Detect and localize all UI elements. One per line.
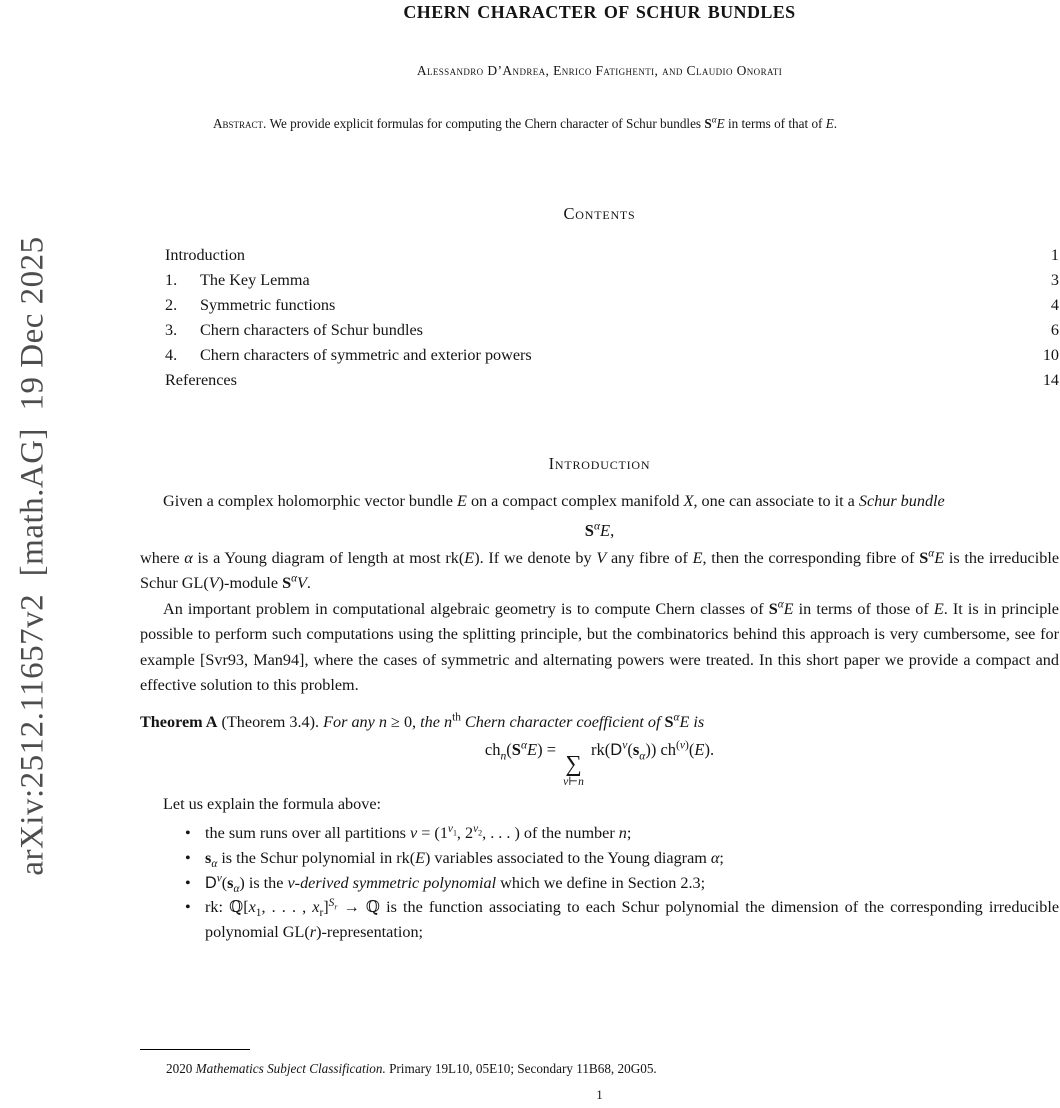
bullet-text-derived-polynomial: $D^\nu(s_\alpha)$ is the ν-derived symmetric polynomial which we define in Section 2.3; — [205, 872, 706, 895]
toc-entry-title: Chern characters of symmetric and exterior powers — [200, 346, 532, 364]
toc-entry-number: 4. — [165, 346, 178, 364]
table-of-contents — [140, 246, 1059, 396]
toc-entry-chern-characters-schur[interactable] — [165, 321, 1059, 346]
toc-entry-page: 4 — [1050, 296, 1059, 314]
theorem-a-statement: Theorem A (Theorem 3.4). For any n ≥ 0, the $n^{th}$ Chern character coefficient of $S^\alpha E$ is — [140, 711, 705, 731]
toc-entry-title: The Key Lemma — [200, 271, 310, 289]
abstract — [140, 113, 1059, 134]
bullet-icon: • — [185, 848, 191, 867]
page-number: 1 — [596, 1087, 603, 1102]
paper-title: CHERN CHARACTER OF SCHUR BUNDLES — [403, 2, 796, 22]
paper-content — [140, 0, 1059, 945]
bullet-text-partitions: the sum runs over all partitions $\nu = (1^{\nu_1}$, $2^{\nu_2}$, . . . ) of the number n; — [205, 822, 632, 842]
display-math-schur-bundle: $S^\alpha E$, — [584, 520, 615, 540]
toc-entry-introduction[interactable] — [165, 246, 1059, 271]
introduction-heading: Introduction — [548, 454, 651, 473]
explanation-bullet-list — [140, 821, 1059, 945]
intro-paragraph-1: Given a complex holomorphic vector bundle E on a compact complex manifold X, one can associate to it a Schur bundle — [163, 492, 945, 510]
toc-entry-title: Symmetric functions — [200, 296, 336, 314]
bullet-icon: • — [185, 898, 191, 917]
toc-entry-title: Chern characters of Schur bundles — [200, 321, 423, 339]
introduction-section — [140, 489, 1059, 699]
toc-entry-key-lemma[interactable] — [165, 271, 1059, 296]
toc-entry-page: 1 — [1050, 246, 1059, 264]
toc-entry-page: 14 — [1042, 371, 1059, 389]
footnote-rule — [140, 1049, 250, 1050]
toc-entry-page: 3 — [1050, 271, 1059, 289]
footnote-text: 2020 Mathematics Subject Classification. Primary 19L10, 05E10; Secondary 11B68, 20G05. — [166, 1061, 657, 1076]
bullet-text-rk-function: rk: $ℚ[x_1$, . . . , $x_r]^{S_r}$ → ℚ is the function associating to each Schur polynomial the dimension of the corresponding irreducible polynomial GL(r)-representation; — [205, 897, 1060, 942]
theorem-a — [140, 710, 1059, 789]
list-item — [185, 871, 1059, 896]
contents-heading: Contents — [563, 204, 636, 223]
explanation-lead: Let us explain the formula above: — [163, 794, 382, 813]
bullet-icon: • — [185, 824, 191, 842]
list-item — [185, 846, 1059, 871]
toc-entry-number: 1. — [165, 271, 178, 289]
paper-authors: Alessandro D’Andrea, Enrico Fatighenti, and Claudio Onorati — [416, 63, 783, 78]
toc-entry-page: 10 — [1042, 346, 1059, 364]
arxiv-watermark: arXiv:2512.11657v2 [math.AG] 19 Dec 2025 — [14, 236, 51, 876]
bullet-icon: • — [185, 873, 191, 892]
abstract-text: We provide explicit formulas for computing the Chern character of Schur bundles $S^\alpha E$ in terms of that of E. — [269, 114, 838, 131]
toc-entry-number: 2. — [165, 296, 178, 314]
toc-entry-title: Introduction — [165, 246, 246, 264]
toc-entry-symmetric-exterior-powers[interactable] — [165, 346, 1059, 371]
intro-paragraph-2: An important problem in computational algebraic geometry is to compute Chern classes of $S^\alpha E$ in terms of those of E. It is in principle possible to perform such computations using the splitting principle, but the combinatorics behind this approach is very cumbersome, see for example [Svr93, Man94], where the cases of symmetric and alternating powers were treated. In this short paper we provide a compact and effective solution to this problem. — [140, 598, 1059, 694]
footnote — [140, 1049, 1059, 1078]
toc-entry-page: 6 — [1050, 321, 1059, 339]
abstract-label: Abstract. — [213, 116, 267, 131]
list-item — [185, 895, 1059, 945]
bullet-text-schur-polynomial: $s_\alpha$ is the Schur polynomial in rk(E) variables associated to the Young diagram α; — [205, 848, 724, 871]
list-item — [185, 821, 1059, 846]
display-math-chern-character-formula: $ch_n(S^\alpha E)$ = ∑ ν⊢n $rk(D^\nu(s_\alpha))$ $ch^{(\nu)}(E)$. — [484, 739, 715, 788]
intro-paragraph-1-continued: where α is a Young diagram of length at most rk(E). If we denote by V any fibre of E, then the corresponding fibre of $S^\alpha E$ is the irreducible Schur GL(V)-module $S^\alpha V$. — [140, 547, 1060, 592]
toc-entry-references[interactable] — [165, 371, 1059, 396]
toc-entry-number: 3. — [165, 321, 178, 339]
toc-entry-symmetric-functions[interactable] — [165, 296, 1059, 321]
toc-entry-title: References — [165, 371, 237, 389]
